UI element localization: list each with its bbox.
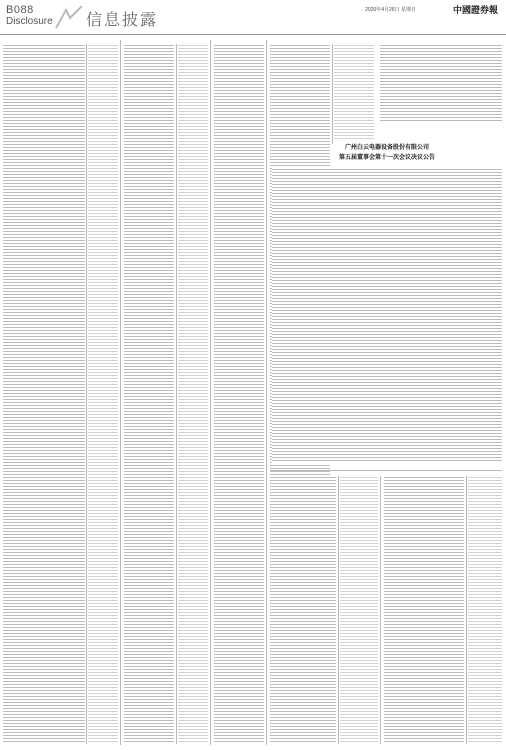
table-notes-column [88, 44, 118, 744]
page-header [0, 0, 506, 35]
table-text-column [214, 44, 264, 744]
section-logo-icon [54, 4, 84, 30]
column-divider [120, 40, 121, 745]
issue-date: 2020年4月26日 星期日 [365, 7, 416, 13]
column-divider [266, 40, 267, 745]
table-notes-column [178, 44, 208, 744]
page-number: B088 [6, 4, 34, 16]
section-divider [380, 120, 502, 121]
section-divider [270, 470, 502, 471]
table-text-block [380, 44, 502, 118]
table-text-column [384, 476, 464, 744]
section-english: Disclosure [6, 16, 53, 27]
announcement-company: 广州白云电器设备股份有限公司 [344, 144, 429, 151]
table-cell-divider [332, 44, 333, 144]
section-chinese: 信息披露 [86, 10, 159, 29]
table-text-column [3, 44, 85, 744]
table-cell-divider [176, 44, 177, 744]
table-text-column [272, 476, 336, 744]
column-divider [210, 40, 211, 745]
table-notes-column [340, 476, 378, 744]
publication-name: 中國證券報 [452, 6, 498, 16]
column-divider [380, 476, 381, 744]
table-cell-divider [338, 476, 339, 744]
table-cell-divider [466, 476, 467, 744]
announcement-title: 第五届董事会第十一次会议决议公告 [338, 154, 435, 161]
announcement-header [272, 142, 502, 161]
table-notes-column [334, 44, 374, 140]
table-notes-column [468, 476, 502, 744]
table-text-column [124, 44, 174, 744]
table-cell-divider [86, 44, 87, 744]
announcement-body [272, 168, 502, 463]
